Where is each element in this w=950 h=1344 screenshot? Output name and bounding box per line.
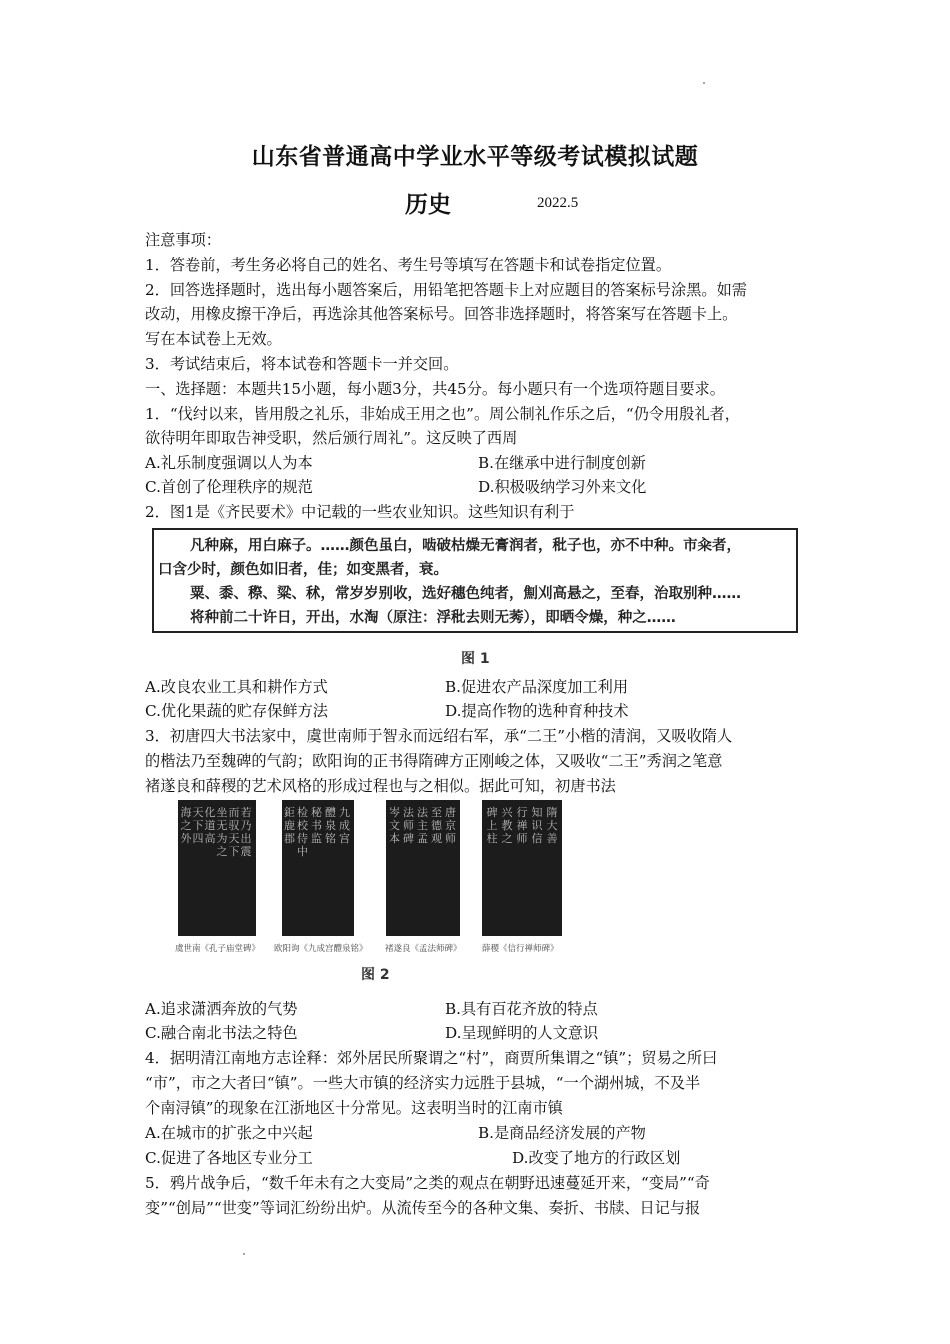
stele-column: 至德观	[431, 806, 442, 845]
stele-image-ouyang	[282, 800, 354, 936]
q1-option-a: A.礼乐制度强调以人为本	[145, 454, 313, 472]
stele-column: 碑上柱	[486, 806, 498, 845]
stele-image-xue	[482, 800, 562, 936]
stele-column: 唐京师	[445, 806, 456, 845]
q2-option-a: A.改良农业工具和耕作方式	[145, 678, 328, 696]
stele-column: 法主孟	[417, 806, 428, 845]
q1-stem-line: 欲待明年即取告神受职，然后颁行周礼”。这反映了西周	[145, 429, 518, 448]
notes-line: 写在本试卷上无效。	[145, 330, 282, 349]
q3-option-a: A.追求潇洒奔放的气势	[145, 1000, 298, 1018]
q2-option-c: C.优化果蔬的贮存保鲜方法	[145, 702, 328, 720]
q3-stem-line: 褚遂良和薛稷的艺术风格的形成过程也与之相似。据此可知，初唐书法	[145, 776, 616, 795]
scan-speck	[703, 82, 705, 84]
stele-column: 知识信	[531, 806, 543, 845]
q1-option-c: C.首创了伦理秩序的规范	[145, 478, 313, 496]
q1-option-d: D.积极吸纳学习外来文化	[478, 478, 647, 496]
stele-column: 秘书监	[311, 806, 322, 845]
q3-stem-line: 3．初唐四大书法家中，虞世南师于智永而远绍右军，承“二王”小楷的清润，又吸收隋人	[145, 727, 733, 745]
stele-label: 欧阳询《九成宫醴泉铭》	[274, 944, 368, 954]
figure-1-line: 凡种麻，用白麻子。……颜色虽白，啮破枯燥无膏润者，秕子也，亦不中种。市籴者，	[190, 538, 741, 554]
q3-stem-line: 的楷法乃至魏碑的气韵；欧阳询的正书得隋碑方正刚峻之体，又吸收“二王”秀润之笔意	[145, 751, 723, 770]
stele-column: 鉅鹿郡	[284, 806, 295, 845]
q4-option-d: D.改变了地方的行政区划	[512, 1149, 681, 1167]
figure-1-line: 口含少时，颜色如旧者，佳；如变黑者，衰。	[158, 562, 448, 578]
stele-image-yu	[178, 800, 256, 936]
notes-heading: 注意事项：	[145, 231, 221, 249]
notes-block	[145, 228, 815, 451]
stele-label: 虞世南《孔子庙堂碑》	[175, 944, 261, 954]
section1-heading: 一、选择题：本题共15小题，每小题3分，共45分。每小题只有一个选项符题目要求。	[145, 379, 725, 398]
q5-stem-line: 变”“创局”“世变”等词汇纷纷出炉。从流传至今的各种文集、奏折、书牍、日记与报	[145, 1198, 701, 1217]
notes-line: 1．答卷前，考生务必将自己的姓名、考生号等填写在答题卡和试卷指定位置。	[145, 255, 672, 274]
stele-column: 行禅师	[516, 806, 528, 845]
exam-date: 2022.5	[537, 195, 579, 211]
q2-option-b: B.促进农产品深度加工利用	[445, 678, 629, 696]
stele-column: 检校侍中	[297, 806, 308, 858]
exam-title: 山东省普通高中学业水平等级考试模拟试题	[251, 143, 699, 170]
q4-stem-line: 4．据明清江南地方志诠释：郊外居民所聚谓之“村”，商贾所集谓之“镇”；贸易之所曰	[145, 1049, 718, 1067]
stele-column: 而驭天下	[228, 806, 240, 858]
q4-stem-line: “市”，市之大者曰“镇”。一些大市镇的经济实力远胜于县城，“一个湖州城，不及半	[145, 1073, 701, 1092]
stele-column: 天下四	[192, 806, 204, 845]
q3-stem	[145, 724, 815, 798]
figure-1-text-box	[152, 528, 798, 633]
stele-column: 兴教之	[501, 806, 513, 845]
subject-label: 历史	[405, 191, 451, 218]
q4-option-b: B.是商品经济发展的产物	[478, 1124, 646, 1142]
notes-line: 2．回答选择题时，选出每小题答案后，用铅笔把答题卡上对应题目的答案标号涂黑。如需	[145, 280, 747, 299]
figure-1-line: 将种前二十许日，开出，水淘（原注：浮秕去则无莠），即晒令燥，种之……	[190, 610, 676, 626]
stele-column: 岑文本	[389, 806, 400, 845]
stele-column: 醴泉铭	[325, 806, 336, 845]
q3-option-b: B.具有百花齐放的特点	[445, 1000, 598, 1018]
stele-column: 若乃出震	[240, 806, 252, 858]
stele-column: 化道高	[204, 806, 216, 845]
q2-stem: 2．图1是《齐民要术》中记载的一些农业知识。这些知识有利于	[145, 503, 575, 521]
stele-column: 法师碑	[403, 806, 414, 845]
stele-label: 褚遂良《孟法师碑》	[385, 944, 462, 954]
notes-line: 3．考试结束后，将本试卷和答题卡一并交回。	[145, 354, 459, 373]
q4-stem	[145, 1046, 815, 1120]
notes-line: 改动，用橡皮擦干净后，再选涂其他答案标号。回答非选择题时，将答案写在答题卡上。	[145, 305, 738, 324]
stele-image-chu	[386, 800, 460, 936]
figure-1-caption: 图 1	[461, 651, 490, 667]
q1-stem-line: 1．“伐纣以来，皆用殷之礼乐，非始成王用之也”。周公制礼作乐之后，“仍令用殷礼者，	[145, 404, 740, 423]
figure-2-caption: 图 2	[361, 967, 390, 983]
q4-option-c: C.促进了各地区专业分工	[145, 1149, 313, 1167]
stele-column: 坐无为之	[216, 806, 228, 858]
q4-stem-line: 个南浔镇”的现象在江浙地区十分常见。这表明当时的江南市镇	[145, 1098, 563, 1117]
q4-option-a: A.在城市的扩张之中兴起	[145, 1124, 313, 1142]
q5-stem-line: 5．鸦片战争后，“数千年未有之大变局”之类的观点在朝野迅速蔓延开来，“变局”“奇	[145, 1174, 710, 1192]
stele-label: 薛稷《信行禅师碑》	[482, 944, 559, 954]
q1-option-b: B.在继承中进行制度创新	[478, 454, 646, 472]
stele-column: 隋大善	[546, 806, 558, 845]
q2-option-d: D.提高作物的选种育种技术	[445, 702, 629, 720]
stele-column: 海之外	[180, 806, 192, 845]
q5-stem	[145, 1171, 815, 1221]
q3-option-d: D.呈现鲜明的人文意识	[445, 1024, 599, 1042]
q3-option-c: C.融合南北书法之特色	[145, 1024, 298, 1042]
scan-speck	[243, 1253, 245, 1255]
stele-column: 九成宫	[339, 806, 350, 845]
figure-1-line: 粟、黍、穄、粱、秫，常岁岁别收，选好穗色纯者，劁刈高悬之，至春，治取别种……	[190, 586, 741, 602]
